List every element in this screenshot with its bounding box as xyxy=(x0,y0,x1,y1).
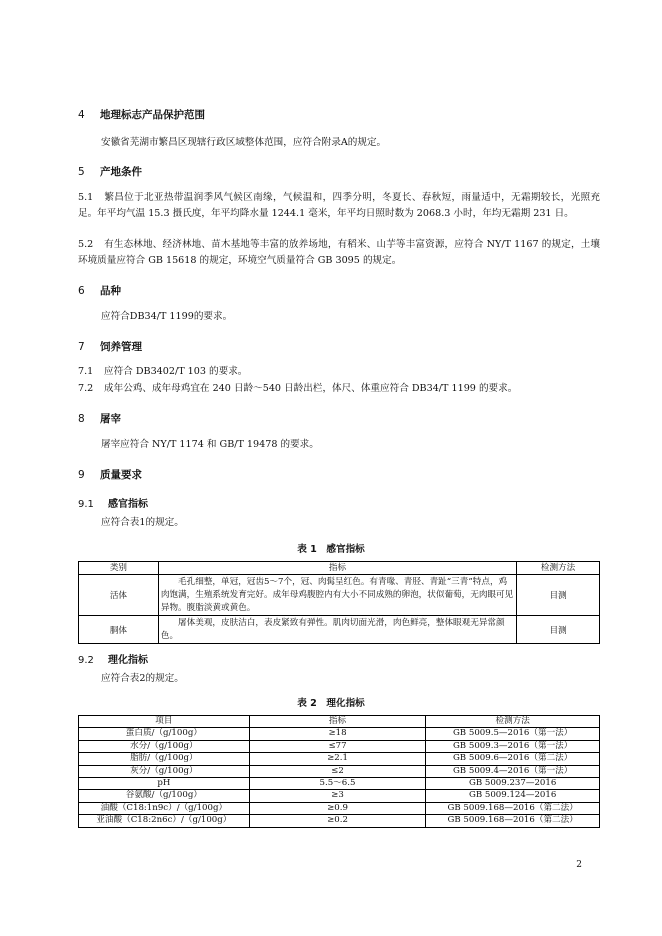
cell-value: ≥0.2 xyxy=(249,815,426,827)
cell-value: ≥2.1 xyxy=(249,753,426,765)
section-6-text: 应符合DB34/T 1199的要求。 xyxy=(101,311,233,322)
cell-indicator: 毛孔细整，单冠，冠齿5～7个，冠、肉髯呈红色。有青喙、青胫、青趾“三青”特点，鸡肉饱满，生殖系统发育完好。成年母鸡腹腔内有大小不同成熟的卵泡，状似葡萄，无肉眼可见异物。腹脂淡黄或黄色。 xyxy=(158,575,516,616)
cell-value: 5.5～6.5 xyxy=(249,778,426,790)
section-5-heading xyxy=(78,164,142,179)
cell-item: 脂肪/（g/100g） xyxy=(79,753,250,765)
clause-5-2 xyxy=(78,237,600,269)
section-4-heading xyxy=(78,107,205,122)
clause-text: 有生态林地、经济林地、苗木基地等丰富的放养场地，有稻米、山芋等丰富资源，应符合 NY/T 1167 的规定，土壤环境质量应符合 GB 15618 的规定，环境空气质量符合 GB 3095 的规定。 xyxy=(78,239,600,266)
cell-category: 活体 xyxy=(79,575,159,616)
clause-5-1 xyxy=(78,190,600,222)
table-row xyxy=(79,616,600,644)
section-title: 屠宰 xyxy=(100,413,121,425)
header-value: 指标 xyxy=(249,716,426,728)
table-row xyxy=(79,728,600,740)
cell-value: ≥3 xyxy=(249,790,426,802)
subsection-title: 理化指标 xyxy=(108,655,148,666)
section-4-text: 安徽省芜湖市繁昌区现辖行政区域整体范围，应符合附录A的规定。 xyxy=(101,137,387,148)
clause-number: 5.2 xyxy=(78,239,94,250)
section-title: 饲养管理 xyxy=(100,341,142,353)
clause-text: 繁昌位于北亚热带温润季风气候区南缘，气候温和，四季分明，冬夏长、春秋短，雨量适中，无霜期较长，光照充足。年平均气温 15.3 摄氏度，年平均降水量 1244.1 毫米，年平均日照时数为 2068.3 小时，年均无霜期 231 日。 xyxy=(78,192,600,219)
cell-method: GB 5009.6—2016（第二法） xyxy=(426,753,600,765)
table-header-row xyxy=(79,716,600,728)
section-number: 7 xyxy=(78,341,85,353)
cell-method: GB 5009.5—2016（第一法） xyxy=(426,728,600,740)
clause-7-2 xyxy=(78,381,600,397)
subsection-number: 9.2 xyxy=(78,655,94,666)
section-number: 5 xyxy=(78,166,85,178)
section-title: 产地条件 xyxy=(100,166,142,178)
cell-method: GB 5009.4—2016（第一法） xyxy=(426,765,600,777)
table-2-physicochemical xyxy=(78,715,600,828)
table-2-body xyxy=(79,728,600,827)
header-method: 检测方法 xyxy=(426,716,600,728)
subsection-9-1-text: 应符合表1的规定。 xyxy=(101,517,184,528)
cell-indicator: 屠体美观，皮肤洁白，表皮紧致有弹性。肌肉切面光滑，肉色鲜亮，整体眼观无异常颜色。 xyxy=(158,616,516,644)
subsection-number: 9.1 xyxy=(78,499,94,510)
section-9-heading xyxy=(78,467,142,482)
subsection-9-2-heading xyxy=(78,651,148,666)
cell-item: 蛋白质/（g/100g） xyxy=(79,728,250,740)
section-8-text: 屠宰应符合 NY/T 1174 和 GB/T 19478 的要求。 xyxy=(101,439,319,450)
cell-item: 谷氨酸/（g/100g） xyxy=(79,790,250,802)
cell-item: 油酸（C18:1n9c）/（g/100g） xyxy=(79,802,250,814)
cell-method: GB 5009.168—2016（第二法） xyxy=(426,815,600,827)
table-row xyxy=(79,815,600,827)
cell-item: 灰分/（g/100g） xyxy=(79,765,250,777)
cell-item: 亚油酸（C18:2n6c）/（g/100g） xyxy=(79,815,250,827)
cell-method: GB 5009.168—2016（第二法） xyxy=(426,802,600,814)
table-row xyxy=(79,765,600,777)
clause-number: 7.2 xyxy=(78,383,94,394)
clause-text: 应符合 DB3402/T 103 的要求。 xyxy=(104,366,248,377)
section-number: 6 xyxy=(78,285,85,297)
subsection-title: 感官指标 xyxy=(108,499,148,510)
cell-item: 水分/（g/100g） xyxy=(79,740,250,752)
page-number: 2 xyxy=(576,860,582,870)
section-number: 9 xyxy=(78,469,85,481)
section-number: 4 xyxy=(78,109,85,121)
subsection-9-2-text: 应符合表2的规定。 xyxy=(101,673,184,684)
header-category: 类别 xyxy=(79,562,159,575)
cell-item: pH xyxy=(79,778,250,790)
cell-value: ≥0.9 xyxy=(249,802,426,814)
table-2-caption: 表 2 理化指标 xyxy=(297,698,365,709)
section-6-heading xyxy=(78,283,121,298)
table-row xyxy=(79,575,600,616)
table-header-row xyxy=(79,562,600,575)
cell-category: 胴体 xyxy=(79,616,159,644)
cell-method: GB 5009.237—2016 xyxy=(426,778,600,790)
table-row xyxy=(79,740,600,752)
cell-value: ≤2 xyxy=(249,765,426,777)
table-1-sensory xyxy=(78,561,600,644)
table-row xyxy=(79,778,600,790)
table-row xyxy=(79,753,600,765)
cell-method: 目测 xyxy=(517,616,600,644)
table-1-caption: 表 1 感官指标 xyxy=(297,544,365,555)
clause-text: 成年公鸡、成年母鸡宜在 240 日龄～540 日龄出栏，体尺、体重应符合 DB34/T 1199 的要求。 xyxy=(104,383,518,394)
section-title: 地理标志产品保护范围 xyxy=(100,109,205,121)
section-8-heading xyxy=(78,411,121,426)
table-row xyxy=(79,802,600,814)
cell-method: GB 5009.124—2016 xyxy=(426,790,600,802)
section-title: 质量要求 xyxy=(100,469,142,481)
cell-method: GB 5009.3—2016（第一法） xyxy=(426,740,600,752)
cell-value: ≤77 xyxy=(249,740,426,752)
section-title: 品种 xyxy=(100,285,121,297)
clause-7-1 xyxy=(78,364,600,380)
header-indicator: 指标 xyxy=(158,562,516,575)
subsection-9-1-heading xyxy=(78,495,148,510)
clause-number: 7.1 xyxy=(78,366,94,377)
cell-value: ≥18 xyxy=(249,728,426,740)
header-item: 项目 xyxy=(79,716,250,728)
header-method: 检测方法 xyxy=(517,562,600,575)
table-row xyxy=(79,790,600,802)
cell-method: 目测 xyxy=(517,575,600,616)
section-number: 8 xyxy=(78,413,85,425)
section-7-heading xyxy=(78,339,142,354)
clause-number: 5.1 xyxy=(78,192,94,203)
